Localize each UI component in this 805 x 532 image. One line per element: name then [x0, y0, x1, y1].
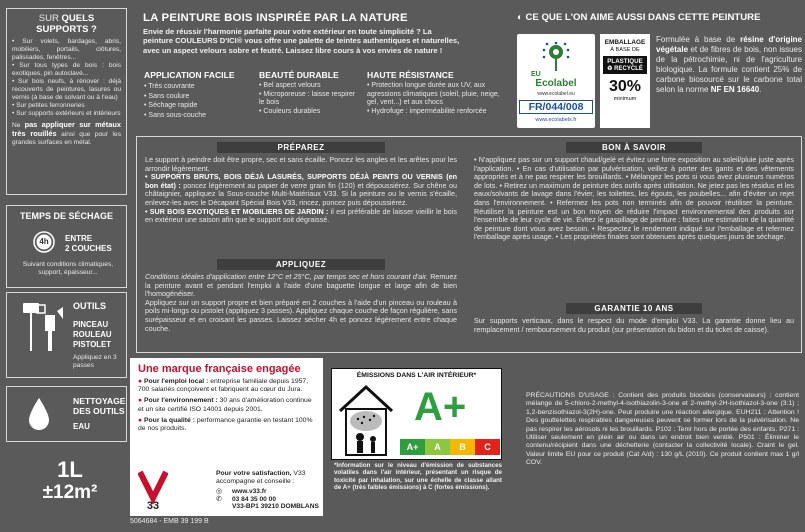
v33-logo [138, 468, 168, 510]
eco-section [517, 12, 802, 130]
water-drop-icon [27, 397, 51, 431]
precautions-text: PRÉCAUTIONS D'USAGE : Contient des produits biocides (conservateurs) : contient mélange de 5-chloro-2-methyl-4-isothiazolin-3-one et 2-methyl-2H-isothiazol-3-one (3:1) ; 1,2-benzisothiazol-3(2H)-one. Peut produire une réaction allergique. EUH211 : Attention ! Des gouttelettes respirables dangereuses peuvent se former lors de la pulvérisation. Ne pas respirer les aérosols ni les brouillards. P102 : Tenir hors de portée des enfants. P271 : Utiliser seulement en plein air ou dans un endroit bien ventilé. P501 : Éliminer le contenu/récipient dans une déchetterie (contacter la collectivité locale). Craint le gel. Valeur limite EU pour ce produit (Cat A/d) : 130 g/L (2010). Ce produit contient max 1 g/l COV. [526, 392, 799, 467]
recycle-leaf-icon: ◐ [517, 12, 526, 23]
feature-item: • Sans coulure [144, 92, 190, 100]
contact-icons [216, 488, 228, 512]
feature-item: • Couleurs durables [259, 107, 321, 115]
brand-box: Une marque française engagée ● Pour l'emploi local : entreprise familiale depuis 1957, 700 salariés conçoivent et fabriquent au cœur du Jura. ● Pour l'environnement : 30 ans d'amélioration continue et un site certifié ISO 14001 depuis 2001. ● Pour la qualité : performance garantie en testant 100% de nos produits. 33 Pour votre satisfaction, V33 accompagne et conseille : ◎ ✆ www.v33.fr 03 84 35 00 00 V33-BP1 39210 DOMBLANS [130, 358, 323, 516]
emissions-label [331, 368, 502, 460]
tools-title: OUTILS [73, 301, 106, 311]
emissions-note: *Information sur le niveau d'émission de substances volatiles dans l'air intérieur, présentant un risque de toxicité par inhalation, sur une échelle de classe allant de A+ (très faibles émissions) à C (fortes émissions). [334, 462, 502, 492]
tools-box [6, 292, 127, 378]
intro-col-3: HAUTE RÉSISTANCE • Protection longue durée aux UV, aux agressions climatiques (soleil, pluie, neige, gel, vent...) et aux chocs • Hydrofuge : imperméabilité renforcée [367, 70, 509, 116]
cleaning-value: EAU [73, 422, 90, 431]
prepare-title: PRÉPAREZ [217, 142, 385, 153]
tools-note: Appliquez en 3 passes [73, 354, 117, 369]
volume: 1L [57, 457, 83, 482]
cleaning-box [6, 386, 127, 442]
drying-between: ENTRE 2 COUCHES [65, 234, 112, 253]
supports-item: • Sur petites ferronneries [12, 102, 85, 109]
eco-text: Formulée à base de résine d'origine végétale et de fibres de bois, non issues de la pétrochimie, ni de l'agriculture biologique. La formule contient 25% de carbone biosourcé sur le carbone total selon la norme NF EN 16640. [656, 35, 803, 94]
bullet-icon: ● [138, 397, 144, 405]
supports-title: SUR QUELS SUPPORTS ? [36, 13, 97, 35]
feature-item: • Microporeuse : laisse respirer le bois [259, 90, 356, 107]
supports-list [12, 38, 121, 118]
guarantee-section: GARANTIE 10 ANS Sur supports verticaux, dans le respect du mode d'emploi V33. La garantie donne lieu au remplacement / remboursement du produit (sur présentation du bidon et du ticket de caisse). [474, 304, 794, 334]
ecolabel-url-2: www.ecolabels.fr [535, 117, 577, 123]
scale-a-plus: A+ [400, 439, 425, 455]
guarantee-title: GARANTIE 10 ANS [566, 303, 702, 314]
good-to-know-section: BON À SAVOIR • N'appliquez pas sur un support chaud/gelé et évitez une forte exposition au soleil/pluie juste après l'application. • En cas d'utilisation par pulvérisation, veillez à porter des gants et des vêtements appropriés et à ne pas respirer les brouillards. • Mélangez les pots si vous avez plusieurs numéros de lots. • Retirez un maximum de peinture des outils après utilisation. Ne jetez pas les résidus et les eaux/solvants de lavage dans l'évier, les toilettes, les égouts, les poubelles... afin d'éviter un rejet dans l'environnement. • Refermez les pots non terminés afin de pouvoir réutiliser la peinture. Réutiliser la peinture est un bon moyen de réduire l'impact environnemental des produits sur l'ensemble de leur cycle de vie. Évitez le gaspillage de peinture : faites une estimation de la quantité de peinture dont vous avez besoin. • Respectez le rendement indiqué sur l'emballage et refermez l'emballage après usage. • Les propriétés finales sont obtenues après quelques jours de séchage. [474, 143, 794, 242]
clock-icon [33, 231, 55, 253]
feature-item: • Sans sous-couche [144, 111, 206, 119]
supports-box [6, 8, 127, 195]
tool-brush: PINCEAU [73, 320, 109, 329]
recycle-icon: ♻ RECYCLÉ [607, 66, 643, 72]
svg-text:33: 33 [146, 500, 160, 510]
intro-title: LA PEINTURE BOIS INSPIRÉE PAR LA NATURE [143, 12, 408, 24]
recycled-pack-badge: EMBALLAGE À BASE DE PLASTIQUE ♻ RECYCLÉ 30% minimum [600, 34, 650, 128]
intro-text: Envie de réussir l'harmonie parfaite pour votre extérieur en toute simplicité ? La peinture COULEURS D'ICI® vous offre une palette de teintes authentiques et naturelles, avec un aspect velours sobre et feutré. Laissez libre cours à vos envies de nature ! [143, 27, 460, 55]
drying-box [6, 205, 127, 288]
tool-roller: ROULEAU [73, 330, 112, 339]
eco-title: ◐ CE QUE L'ON AIME AUSSI DANS CETTE PEINTURE [517, 12, 761, 23]
feature-item: • Protection longue durée aux UV, aux agressions climatiques (soleil, pluie, neige, gel, vent...) et aux chocs [367, 82, 500, 107]
apply-title: APPLIQUEZ [217, 259, 385, 270]
supports-item: • Sur bois neufs, à rénover : déjà recouverts de peintures, lasures ou vernis (à base de solvant ou à l'eau) [12, 78, 121, 101]
globe-icon: ◎ [216, 488, 223, 495]
scale-c: C [475, 439, 500, 455]
cleaning-title: NETTOYAGE DES OUTILS [73, 396, 126, 416]
supports-warning: Ne pas appliquer sur métaux très rouillés ainsi que pour les grandes surfaces en métal. [12, 120, 121, 146]
apply-section: APPLIQUEZ Conditions idéales d'application entre 12°C et 25°C, par temps sec et hors courant d'air. Remuez la peinture avant et pendant l'emploi à l'aide d'une baguette longue et large afin de bien l'homogénéiser. Appliquez sur un support propre et bien préparé en 2 couches à l'aide d'un pinceau ou rouleau à poils mi-longs ou pistolet (appliquez 3 passes). Appliquez chaque couche de façon régulière, sans surépaisseur et en croisant les passes. Laissez sécher 4h et poncez légèrement entre chaque couche. [145, 260, 458, 333]
ecolabel-code: FR/044/008 [519, 100, 593, 114]
tools-list [73, 320, 112, 350]
coverage: ±12m² [42, 482, 98, 503]
scale-a: A [425, 439, 450, 455]
brand-details: www.v33.fr 03 84 35 00 00 V33-BP1 39210 DOMBLANS [232, 488, 319, 511]
brand-title: Une marque française engagée [138, 363, 301, 375]
supports-item: • Sur tous types de bois : bois exotiques, pin autoclavé... [12, 62, 121, 77]
tool-sprayer: PISTOLET [73, 340, 111, 349]
house-icon [338, 383, 394, 457]
ecolabel-logo [517, 34, 595, 128]
drying-hours: 4h [39, 237, 49, 246]
ecolabel-url: www.ecolabel.eu [537, 91, 575, 97]
emissions-grade: A+ [414, 385, 467, 429]
intro-col-1: APPLICATION FACILE • Très couvrante • Sans coulure • Séchage rapide • Sans sous-couche [144, 70, 252, 120]
feature-item: • Bel aspect velours [259, 82, 321, 89]
ecolabel-eu: EU [531, 71, 541, 78]
drying-title: TEMPS DE SÉCHAGE [19, 211, 113, 221]
prepare-section: PRÉPAREZ Le support à peindre doit être propre, sec et sans écaille. Poncez les angles et les arêtes pour les arrondir légèrement. • SUPPORTS BRUTS, BOIS DÉJÀ LASURÉS, SUPPORTS DÉJÀ PEINTS OU VERNIS (en bon état) : poncez légèrement au papier de verre grain fin (120) et dépoussiérez. Sur chêne ou châtaignier, appliquez la Sous-couche Multi-Matériaux V33. Si la peinture ou le vernis s'écaille, enlevez-les avec le Décapant Spécial Bois V33, rincez, poncez puis dépoussiérez. • SUR BOIS EXOTIQUES ET MOBILIERS DE JARDIN : il est préférable de laisser vieillir le bois en extérieur une saison afin que le support soit dégraissé. [145, 143, 458, 225]
phone-icon: ✆ [216, 496, 222, 503]
good-to-know-title: BON À SAVOIR [566, 142, 702, 153]
feature-item: • Séchage rapide [144, 102, 198, 110]
drying-note: Suivant conditions climatiques, support, épaisseur... [22, 261, 114, 276]
bullet-icon: ● [138, 416, 144, 424]
feature-item: • Très couvrante [144, 83, 195, 90]
brand-contact: Pour votre satisfaction, V33 accompagne et conseille : [216, 470, 306, 485]
ecolabel-name: Ecolabel [535, 78, 577, 89]
paint-tools-icon [17, 301, 67, 355]
emissions-title: ÉMISSIONS DANS L'AIR INTÉRIEUR* [356, 372, 477, 379]
bullet-icon: ● [138, 378, 144, 385]
scale-b: B [450, 439, 475, 455]
intro-col-2: BEAUTÉ DURABLE • Bel aspect velours • Microporeuse : laisse respirer le bois • Couleurs durables [259, 70, 359, 116]
emissions-scale [400, 439, 500, 455]
barcode-text: 5064684 - EMB 39 199 B [130, 518, 209, 525]
intro-section [143, 12, 508, 55]
supports-item: • Sur volets, bardages, abris, mobiliers, portails, clôtures, palissades, fenêtres... [12, 38, 121, 61]
ecolabel-flower-icon [539, 42, 573, 72]
supports-item: • Sur supports extérieurs et intérieurs [12, 110, 121, 117]
feature-item: • Hydrofuge : imperméabilité renforcée [367, 107, 487, 115]
